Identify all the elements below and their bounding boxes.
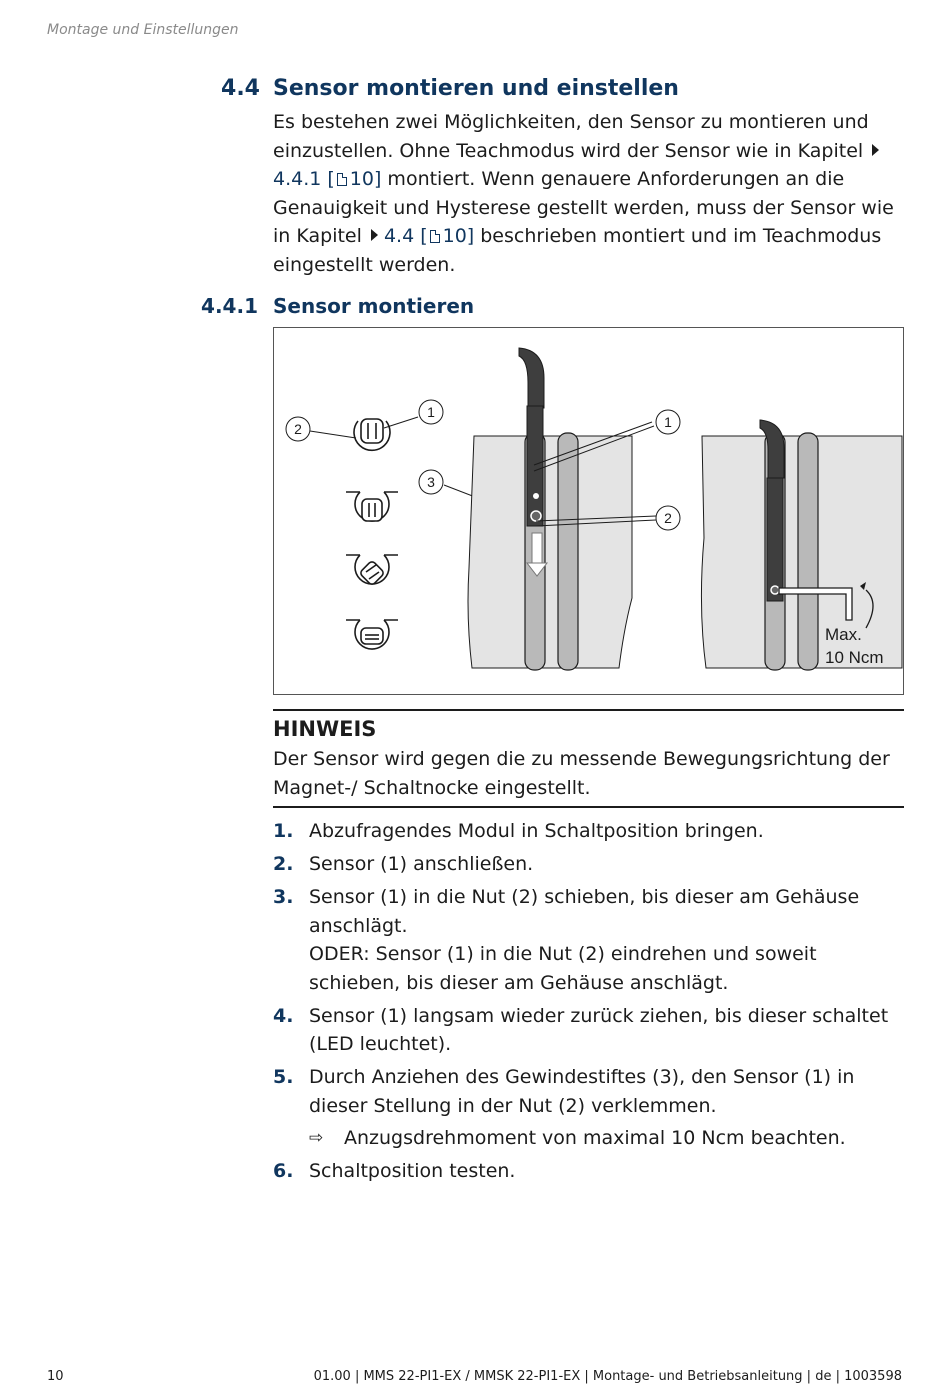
intro-text-1: Es bestehen zwei Möglichkeiten, den Sensor zu montieren und einzustellen. Ohne Teachmodus wird der Sensor wie in Kapitel xyxy=(273,111,869,162)
notice-rule-bottom xyxy=(273,806,904,808)
list-item xyxy=(273,1002,913,1059)
xref-link-4-4-1[interactable] xyxy=(273,168,381,190)
subsection-number: 4.4.1 xyxy=(201,294,258,318)
step-text: Sensor (1) anschließen. xyxy=(309,853,534,875)
list-item xyxy=(273,1157,913,1186)
step-text: Durch Anziehen des Gewindestiftes (3), den Sensor (1) in dieser Stellung in der Nut (2) verklemmen. xyxy=(309,1066,855,1117)
xref-page: 10] xyxy=(349,168,382,190)
callout-label: 3 xyxy=(427,474,435,490)
page-icon xyxy=(337,173,347,186)
list-item xyxy=(273,850,913,879)
list-item xyxy=(273,883,913,997)
xref-arrow-icon xyxy=(371,229,378,241)
step-text: Schaltposition testen. xyxy=(309,1160,516,1182)
step-text: Sensor (1) langsam wieder zurück ziehen, bis dieser schaltet (LED leuchtet). xyxy=(309,1004,889,1055)
notice-title: HINWEIS xyxy=(273,717,377,741)
list-item xyxy=(273,817,913,846)
section-number: 4.4 xyxy=(221,76,260,101)
list-item xyxy=(273,1063,913,1153)
step-number: 3. xyxy=(273,886,294,908)
intro-text-2: montiert. Wenn genauere Anforderungen an die Genauigkeit und Hysterese gestellt werden, muss der Sensor wie in Kapitel xyxy=(273,168,894,247)
result-text: Anzugsdrehmoment von maximal 10 Ncm beachten. xyxy=(344,1127,846,1149)
step-number: 4. xyxy=(273,1004,294,1027)
torque-label-max: Max. xyxy=(825,625,862,644)
section-title: Sensor montieren und einstellen xyxy=(273,76,679,101)
xref-label: 4.4.1 [ xyxy=(273,168,335,190)
housing-right xyxy=(701,420,902,670)
set-screw-views xyxy=(346,419,398,649)
notice-rule-top xyxy=(273,709,904,711)
xref-page: 10] xyxy=(442,225,475,247)
callout-label: 2 xyxy=(294,421,302,437)
footer-doc-info: 01.00 | MMS 22-PI1-EX / MMSK 22-PI1-EX | Montage- und Betriebsanleitung | de | 1003598 xyxy=(313,1369,902,1384)
step-number: 1. xyxy=(273,820,294,842)
step-number: 6. xyxy=(273,1160,294,1182)
running-head: Montage und Einstellungen xyxy=(47,22,239,38)
housing-middle xyxy=(468,348,680,670)
step-alternative: ODER: Sensor (1) in die Nut (2) eindrehen und soweit schieben, bis dieser am Gehäuse anschlägt. xyxy=(309,943,817,994)
subsection-title: Sensor montieren xyxy=(273,294,475,318)
mounting-figure xyxy=(273,327,904,695)
step-number: 5. xyxy=(273,1066,294,1088)
page-number: 10 xyxy=(47,1369,64,1384)
result-arrow-icon: ⇨ xyxy=(309,1128,324,1148)
intro-paragraph xyxy=(273,108,903,279)
xref-link-4-4[interactable] xyxy=(384,225,474,247)
page-icon xyxy=(430,230,440,243)
intro-text-3: beschrieben montiert und im Teachmodus eingestellt werden. xyxy=(273,225,882,276)
xref-arrow-icon xyxy=(872,144,879,156)
step-text: Sensor (1) in die Nut (2) schieben, bis dieser am Gehäuse anschlägt. xyxy=(309,886,860,937)
step-list xyxy=(273,817,913,1190)
callout-label: 1 xyxy=(664,414,672,430)
step-result xyxy=(309,1124,913,1153)
xref-label: 4.4 [ xyxy=(383,225,428,247)
mounting-illustration xyxy=(274,328,905,696)
step-number: 2. xyxy=(273,853,294,875)
notice-text: Der Sensor wird gegen die zu messende Bewegungsrichtung der Magnet-/ Schaltnocke eingestellt. xyxy=(273,748,890,799)
callout-label: 1 xyxy=(427,404,435,420)
torque-label-value: 10 Ncm xyxy=(825,648,884,667)
step-text: Abzufragendes Modul in Schaltposition bringen. xyxy=(309,820,764,842)
callout-label: 2 xyxy=(664,510,672,526)
